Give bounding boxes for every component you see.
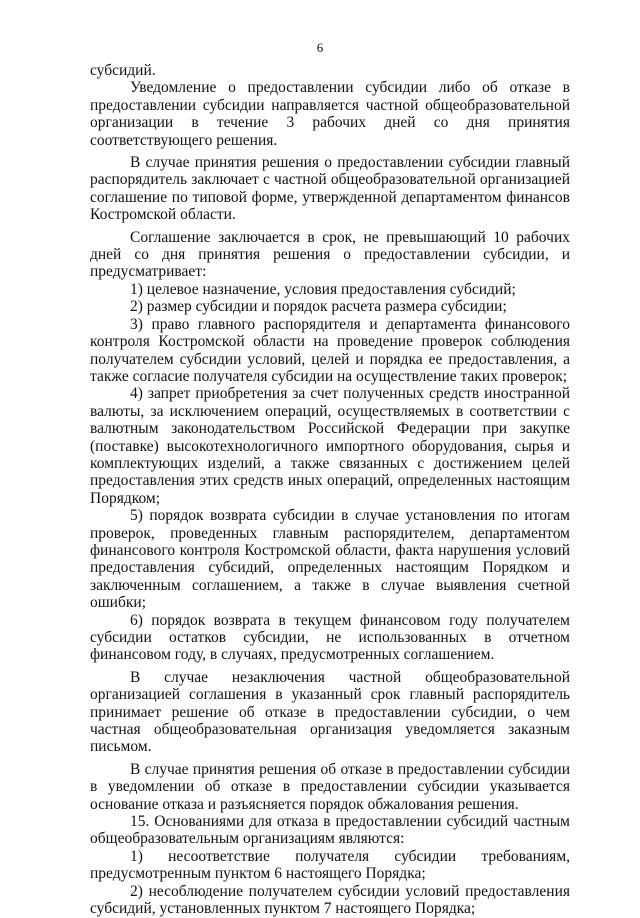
paragraph-agreement-decision: В случае принятия решения о предоставлении субсидии главный распорядитель заключает с частной общеобразовательной организацией соглашение по типовой форме, утвержденной департаментом финансов Костромской области. [90,154,570,224]
list-item-3: 3) право главного распорядителя и департамента финансового контроля Костромской области на проведение проверок соблюдения получателем субсидии условий, целей и порядка ее предоставления, а также согласие получателя субсидии на осуществление таких проверок; [90,315,570,385]
paragraph-continuation: субсидий. [90,62,156,79]
refusal-reason-1: 1) несоответствие получателя субсидии требованиям, предусмотренным пунктом 6 настоящего Порядка; [90,847,570,883]
page-number: 6 [316,40,324,55]
paragraph-non-conclusion: В случае незаключения частной общеобразовательной организацией соглашения в указанный срок главный распорядитель принимает решение об отказе в предоставлении субсидии, о чем частная общеобразовательная организация уведомляется заказным письмом. [90,668,570,756]
paragraph-agreement-term: Соглашение заключается в срок, не превышающий 10 рабочих дней со дня принятия решения о предоставлении субсидии, и предусматривает: [90,228,570,281]
paragraph-notification: Уведомление о предоставлении субсидии либо об отказе в предоставлении субсидии направляется частной общеобразовательной организации в течение 3 рабочих дней со дня принятия соответствующего решения. [90,79,570,149]
document-body [90,62,570,918]
list-item-6: 6) порядок возврата в текущем финансовом году получателем субсидии остатков субсидии, не использованных в отчетном финансовом году, в случаях, предусмотренных соглашением. [90,611,570,664]
list-item-4: 4) запрет приобретения за счет полученных средств иностранной валюты, за исключением операций, осуществляемых в соответствии с валютным законодательством Российской Федерации при закупке (поставке) высокотехнологичного импортного оборудования, сырья и комплектующих изделий, а также связанных с достижением целей предоставления этих средств иных операций, определенных настоящим Порядком; [90,385,570,507]
paragraph-refusal-notice: В случае принятия решения об отказе в предоставлении субсидии в уведомлении об отказе в предоставлении субсидии указывается основание отказа и разъясняется порядок обжалования решения. [90,760,570,813]
paragraph-section-15: 15. Основаниями для отказа в предоставлении субсидий частным общеобразовательным организациям являются: [90,813,570,848]
list-item-1: 1) целевое назначение, условия предоставления субсидий; [130,280,516,298]
list-item-5: 5) порядок возврата субсидии в случае установления по итогам проверок, проведенных главным распорядителем, департаментом финансового контроля Костромской области, факта нарушения условий предоставления субсидий, определенных настоящим Порядком и заключенным соглашением, а также в случае выявления счетной ошибки; [90,507,570,612]
refusal-reason-2: 2) несоблюдение получателем субсидии условий предоставления субсидий, установленных пунктом 7 настоящего Порядка; [90,882,570,918]
list-item-2: 2) размер субсидии и порядок расчета размера субсидии; [130,298,507,316]
